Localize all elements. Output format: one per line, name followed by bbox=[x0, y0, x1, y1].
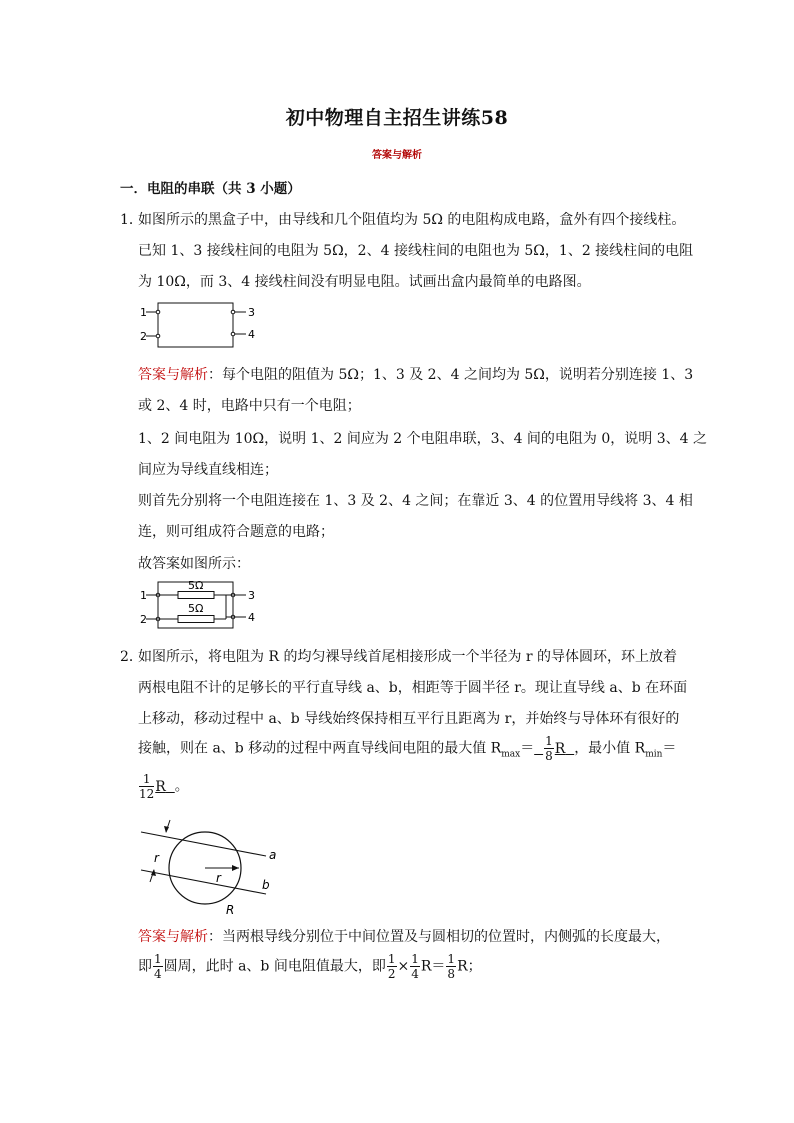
radius-r-label: r bbox=[216, 871, 221, 885]
q1-black-box-figure bbox=[138, 302, 268, 352]
q1-answer-label: 答案与解析 bbox=[138, 367, 208, 383]
q2-line-2: 两根电阻不计的足够长的平行直导线 a、b，相距等于圆半径 r。现让直导线 a、b 在环面 bbox=[138, 680, 688, 696]
q1-answer-line-3: 1、2 间电阻为 10Ω，说明 1、2 间应为 2 个电阻串联，3、4 间的电阻为 0，说明 3、4 之 bbox=[138, 431, 707, 447]
q1-answer-line-4: 间应为导线直线相连； bbox=[138, 462, 278, 478]
q2-line-5: $\frac{1}{12}$ R 。 bbox=[139, 772, 189, 801]
q1-answer-circuit-figure bbox=[138, 580, 268, 632]
q1-answer-line-2: 或 2、4 时，电路中只有一个电阻； bbox=[138, 398, 361, 414]
q1-line-2: 已知 1、3 接线柱间的电阻为 5Ω，2、4 接线柱间的电阻也为 5Ω，1、2 接线柱间的电阻 bbox=[138, 243, 694, 259]
page-title: 初中物理自主招生讲练58 bbox=[285, 107, 509, 129]
q2-line-1: 如图所示，将电阻为 R 的均匀裸导线首尾相接形成一个半径为 r 的导体圆环，环上放着 bbox=[138, 649, 678, 665]
q1-answer-line-7: 故答案如图所示： bbox=[138, 556, 250, 572]
q1-number: 1． bbox=[120, 212, 143, 228]
max-fraction: $\frac{1}{8}$ bbox=[545, 734, 553, 763]
resistor-top-label: 5Ω bbox=[188, 579, 204, 592]
terminal-4-label: 4 bbox=[248, 328, 255, 341]
terminal-4-label: 4 bbox=[248, 611, 255, 624]
ring-R-label: R bbox=[226, 903, 235, 917]
q2-number: 2． bbox=[120, 649, 143, 665]
page-subtitle: 答案与解析 bbox=[372, 150, 422, 161]
terminal-2-label: 2 bbox=[140, 613, 147, 626]
terminal-3-label: 3 bbox=[248, 589, 255, 602]
q1-answer-line-5: 则首先分别将一个电阻连接在 1、3 及 2、4 之间；在靠近 3、4 的位置用导线将 3、4 相 bbox=[138, 493, 693, 509]
q1-line-3: 为 10Ω，而 3、4 接线柱间没有明显电阻。试画出盒内最简单的电路图。 bbox=[138, 274, 591, 290]
wire-a-label: a bbox=[269, 848, 277, 862]
q2-line-4: 接触，则在 a、b 移动的过程中两直导线间电阻的最大值 $R_{max}=$ $\frac{1}{8}$ R ，最小值 $R_{min}=$ bbox=[138, 734, 677, 763]
terminal-2-label: 2 bbox=[140, 330, 147, 343]
spacing-r-label: r bbox=[154, 851, 159, 865]
q1-answer-line-1: ：每个电阻的阻值为 5Ω；1、3 及 2、4 之间均为 5Ω，说明若分别连接 1、3 bbox=[208, 367, 694, 383]
section-heading: 一．电阻的串联（共 3 小题） bbox=[120, 181, 301, 197]
q2-answer-label: 答案与解析 bbox=[138, 929, 208, 945]
terminal-1-label: 1 bbox=[140, 589, 147, 602]
resistor-bottom-label: 5Ω bbox=[188, 602, 204, 615]
terminal-1-label: 1 bbox=[140, 306, 147, 319]
min-fraction: $\frac{1}{12}$ bbox=[139, 772, 155, 801]
wire-b-label: b bbox=[262, 878, 270, 892]
q2-answer-line-2: 即 $\frac{1}{4}$ 圆周，此时 a、b 间电阻值最大，即 $\frac{1}{2}$ × $\frac{1}{4}$ R＝ $\frac{1}{8}$ R； bbox=[138, 952, 482, 981]
q1-line-1: 如图所示的黑盒子中，由导线和几个阻值均为 5Ω 的电阻构成电路，盒外有四个接线柱。 bbox=[138, 212, 686, 228]
q1-answer-line-6: 连，则可组成符合题意的电路； bbox=[138, 524, 334, 540]
q2-line-3: 上移动，移动过程中 a、b 导线始终保持相互平行且距离为 r，并始终与导体环有很好的 bbox=[138, 711, 680, 727]
q2-answer-line-1: ：当两根导线分别位于中间位置及与圆相切的位置时，内侧弧的长度最大， bbox=[208, 929, 670, 945]
q2-ring-figure bbox=[136, 818, 296, 918]
terminal-3-label: 3 bbox=[248, 306, 255, 319]
